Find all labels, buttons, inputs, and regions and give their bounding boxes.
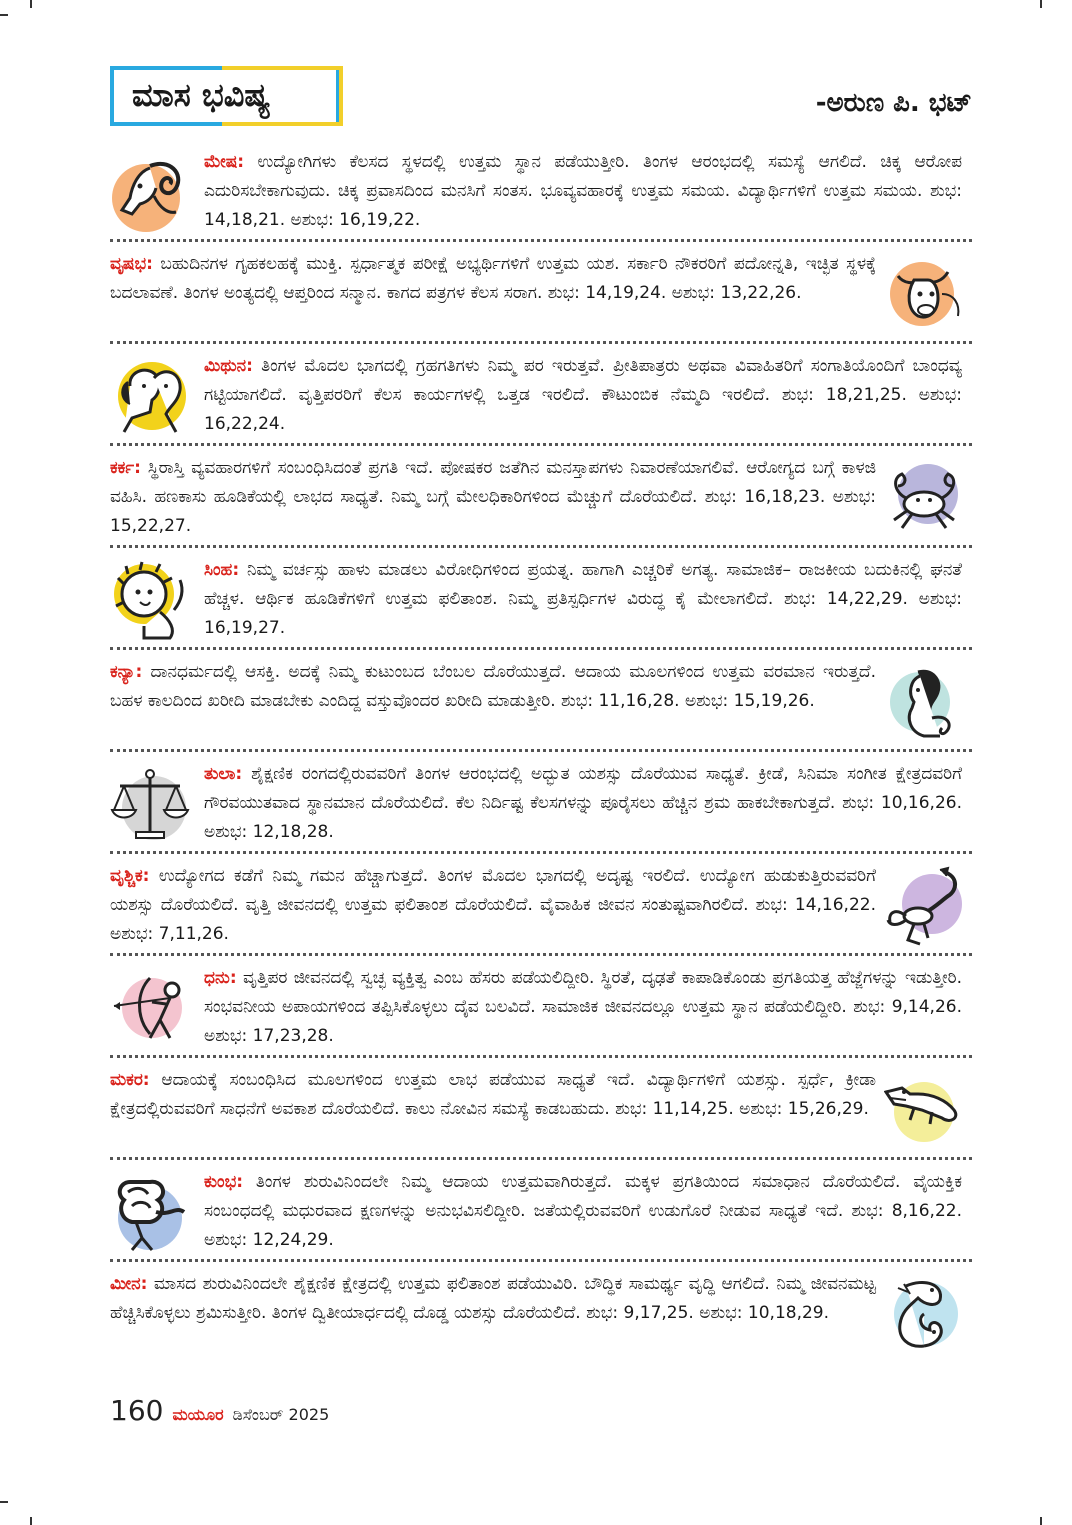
forecast-text: ಆದಾಯಕ್ಕೆ ಸಂಬಂಧಿಸಿದ ಮೂಲಗಳಿಂದ ಉತ್ತಮ ಲಾಭ ಪಡೆಯುವ ಸಾಧ್ಯತೆ ಇದೆ. ವಿದ್ಯಾರ್ಥಿಗಳಿಗೆ ಯಶಸ್ಸು. ಸ್ಪರ್ಧೆ, ಕ್ರೀಡಾ ಕ್ಷೇತ್ರದಲ್ಲಿರುವವರಿಗೆ ಸಾಧನೆಗೆ ಅವಕಾಶ ದೊರೆಯಲಿದೆ. ಕಾಲು ನೋವಿನ ಸಮಸ್ಯೆ ಕಾಡಬಹುದು. ಶುಭ: 11,14,25. ಅಶುಭ: 15,26,29. — [110, 1070, 876, 1119]
forecast-text: ಉದ್ಯೋಗಿಗಳು ಕೆಲಸದ ಸ್ಥಳದಲ್ಲಿ ಉತ್ತಮ ಸ್ಥಾನ ಪಡೆಯುತ್ತೀರಿ. ತಿಂಗಳ ಆರಂಭದಲ್ಲಿ ಸಮಸ್ಯೆ ಆಗಲಿದೆ. ಚಿಕ್ಕ ಆರೋಪ ಎದುರಿಸಬೇಕಾಗುವುದು. ಚಿಕ್ಕ ಪ್ರವಾಸದಿಂದ ಮನಸಿಗೆ ಸಂತಸ. ಭೂವ್ಯವಹಾರಕ್ಕೆ ಉತ್ತಮ ಸಮಯ. ವಿದ್ಯಾರ್ಥಿಗಳಿಗೆ ಉತ್ತಮ ಸಮಯ. ಶುಭ: 14,18,21. ಅಶುಭ: 16,19,22. — [204, 152, 962, 230]
horoscope-entry-mithuna — [110, 346, 972, 446]
entry-text — [110, 454, 876, 541]
horoscope-entry-mesha — [110, 142, 972, 242]
entry-text — [204, 556, 962, 643]
author-byline: -ಅರುಣ ಪಿ. ಭಟ್ — [815, 88, 972, 118]
aries-ram-icon — [110, 152, 192, 234]
pisces-fish-icon — [884, 1274, 966, 1356]
virgo-maiden-icon — [884, 662, 966, 744]
sign-name: ಮಕರ: — [110, 1070, 150, 1090]
sign-name: ಮೇಷ: — [204, 152, 245, 172]
forecast-text: ಬಹುದಿನಗಳ ಗೃಹಕಲಹಕ್ಕೆ ಮುಕ್ತಿ. ಸ್ಪರ್ಧಾತ್ಮಕ ಪರೀಕ್ಷೆ ಅಭ್ಯರ್ಥಿಗಳಿಗೆ ಉತ್ತಮ ಯಶ. ಸರ್ಕಾರಿ ನೌಕರರಿಗೆ ಪದೋನ್ನತಿ, ಇಚ್ಛಿತ ಸ್ಥಳಕ್ಕೆ ಬದಲಾವಣೆ. ತಿಂಗಳ ಅಂತ್ಯದಲ್ಲಿ ಆಪ್ತರಿಂದ ಸನ್ಮಾನ. ಕಾಗದ ಪತ್ರಗಳ ಕೆಲಸ ಸರಾಗ. ಶುಭ: 14,19,24. ಅಶುಭ: 13,22,26. — [110, 254, 876, 303]
sign-name: ಕನ್ಯಾ: — [110, 662, 143, 682]
forecast-text: ನಿಮ್ಮ ವರ್ಚಸ್ಸು ಹಾಳು ಮಾಡಲು ವಿರೋಧಿಗಳಿಂದ ಪ್ರಯತ್ನ. ಹಾಗಾಗಿ ಎಚ್ಚರಿಕೆ ಅಗತ್ಯ. ಸಾಮಾಜಿಕ– ರಾಜಕೀಯ ಬದುಕಿನಲ್ಲಿ ಘನತೆ ಹೆಚ್ಚಳ. ಆರ್ಥಿಕ ಹೂಡಿಕೆಗಳಿಗೆ ಉತ್ತಮ ಫಲಿತಾಂಶ. ನಿಮ್ಮ ಪ್ರತಿಸ್ಪರ್ಧಿಗಳ ವಿರುದ್ಧ ಕೈ ಮೇಲಾಗಲಿದೆ. ಶುಭ: 14,22,29. ಅಶುಭ: 16,19,27. — [204, 560, 962, 638]
sagittarius-archer-icon — [110, 968, 192, 1050]
entry-text — [204, 148, 962, 235]
entry-text — [204, 964, 962, 1051]
horoscope-entry-vrishchika — [110, 856, 972, 956]
horoscope-list — [110, 142, 972, 1366]
sign-name: ಮಿಥುನ: — [204, 356, 253, 376]
crop-mark — [0, 1501, 8, 1503]
page-title: ಮಾಸ ಭವಿಷ್ಯ — [132, 76, 271, 114]
forecast-text: ಉದ್ಯೋಗದ ಕಡೆಗೆ ನಿಮ್ಮ ಗಮನ ಹೆಚ್ಚಾಗುತ್ತದೆ. ತಿಂಗಳ ಮೊದಲ ಭಾಗದಲ್ಲಿ ಅದೃಷ್ಟ ಇರಲಿದೆ. ಉದ್ಯೋಗ ಹುಡುಕುತ್ತಿರುವವರಿಗೆ ಯಶಸ್ಸು ದೊರೆಯಲಿದೆ. ವೃತ್ತಿ ಜೀವನದಲ್ಲಿ ಉತ್ತಮ ಫಲಿತಾಂಶ ದೊರೆಯಲಿದೆ. ವೈವಾಹಿಕ ಜೀವನ ಸಂತುಷ್ಟವಾಗಿರಲಿದೆ. ಶುಭ: 14,16,22. ಅಶುಭ: 7,11,26. — [110, 866, 876, 944]
forecast-text: ದಾನಧರ್ಮದಲ್ಲಿ ಆಸಕ್ತಿ. ಅದಕ್ಕೆ ನಿಮ್ಮ ಕುಟುಂಬದ ಬೆಂಬಲ ದೊರೆಯುತ್ತದೆ. ಆದಾಯ ಮೂಲಗಳಿಂದ ಉತ್ತಮ ವರಮಾನ ಇರುತ್ತದೆ. ಬಹಳ ಕಾಲದಿಂದ ಖರೀದಿ ಮಾಡಬೇಕು ಎಂದಿದ್ದ ವಸ್ತುವೊಂದರ ಖರೀದಿ ಮಾಡುತ್ತೀರಿ. ಶುಭ: 11,16,28. ಅಶುಭ: 15,19,26. — [110, 662, 876, 711]
taurus-bull-icon — [884, 254, 966, 336]
sign-name: ಸಿಂಹ: — [204, 560, 240, 580]
entry-text — [204, 352, 962, 439]
page-header — [110, 66, 972, 130]
horoscope-entry-simha — [110, 550, 972, 650]
sign-name: ತುಲಾ: — [204, 764, 243, 784]
crop-mark — [30, 1517, 32, 1525]
page-number: 160 — [110, 1394, 164, 1427]
horoscope-entry-meena — [110, 1264, 972, 1364]
entry-text — [110, 1066, 876, 1124]
crop-mark — [1040, 1517, 1042, 1525]
sign-name: ಧನು: — [204, 968, 237, 988]
entry-text — [110, 658, 876, 716]
horoscope-entry-kanya — [110, 652, 972, 752]
cancer-crab-icon — [884, 458, 966, 540]
magazine-logo: ಮಯೂರ — [172, 1405, 224, 1424]
scorpio-scorpion-icon — [884, 866, 966, 948]
sign-name: ವೃಷಭ: — [110, 254, 153, 274]
sign-name: ವೃಶ್ಚಿಕ: — [110, 866, 150, 886]
page-footer — [110, 1394, 329, 1427]
crop-mark — [0, 14, 8, 16]
horoscope-entry-vrishabha — [110, 244, 972, 344]
forecast-text: ಮಾಸದ ಶುರುವಿನಿಂದಲೇ ಶೈಕ್ಷಣಿಕ ಕ್ಷೇತ್ರದಲ್ಲಿ ಉತ್ತಮ ಫಲಿತಾಂಶ ಪಡೆಯುವಿರಿ. ಬೌದ್ಧಿಕ ಸಾಮರ್ಥ್ಯ ವೃದ್ಧಿ ಆಗಲಿದೆ. ನಿಮ್ಮ ಜೀವನಮಟ್ಟ ಹೆಚ್ಚಿಸಿಕೊಳ್ಳಲು ಶ್ರಮಿಸುತ್ತೀರಿ. ತಿಂಗಳ ದ್ವಿತೀಯಾರ್ಧದಲ್ಲಿ ದೊಡ್ಡ ಯಶಸ್ಸು ದೊರೆಯಲಿದೆ. ಶುಭ: 9,17,25. ಅಶುಭ: 10,18,29. — [110, 1274, 876, 1323]
entry-text — [204, 760, 962, 847]
entry-text — [204, 1168, 962, 1255]
entry-text — [110, 862, 876, 949]
forecast-text: ತಿಂಗಳ ಶುರುವಿನಿಂದಲೇ ನಿಮ್ಮ ಆದಾಯ ಉತ್ತಮವಾಗಿರುತ್ತದೆ. ಮಕ್ಕಳ ಪ್ರಗತಿಯಿಂದ ಸಮಾಧಾನ ದೊರೆಯಲಿದೆ. ವೈಯಕ್ತಿಕ ಸಂಬಂಧದಲ್ಲಿ ಮಧುರವಾದ ಕ್ಷಣಗಳನ್ನು ಅನುಭವಿಸಲಿದ್ದೀರಿ. ಜತೆಯಲ್ಲಿರುವವರಿಗೆ ಉಡುಗೊರೆ ನೀಡುವ ಸಾಧ್ಯತೆ ಇದೆ. ಶುಭ: 8,16,22. ಅಶುಭ: 12,24,29. — [204, 1172, 962, 1250]
capricorn-crocodile-icon — [884, 1070, 966, 1152]
sign-name: ಕರ್ಕ: — [110, 458, 141, 478]
sign-name: ಕುಂಭ: — [204, 1172, 243, 1192]
forecast-text: ಶೈಕ್ಷಣಿಕ ರಂಗದಲ್ಲಿರುವವರಿಗೆ ತಿಂಗಳ ಆರಂಭದಲ್ಲಿ ಅದ್ಭುತ ಯಶಸ್ಸು ದೊರೆಯುವ ಸಾಧ್ಯತೆ. ಕ್ರೀಡೆ, ಸಿನಿಮಾ ಸಂಗೀತ ಕ್ಷೇತ್ರದವರಿಗೆ ಗೌರವಯುತವಾದ ಸ್ಥಾನಮಾನ ದೊರೆಯಲಿದೆ. ಕೆಲ ನಿರ್ದಿಷ್ಟ ಕೆಲಸಗಳನ್ನು ಪೂರೈಸಲು ಹೆಚ್ಚಿನ ಶ್ರಮ ಹಾಕಬೇಕಾಗುತ್ತದೆ. ಶುಭ: 10,16,26. ಅಶುಭ: 12,18,28. — [204, 764, 962, 842]
forecast-text: ತಿಂಗಳ ಮೊದಲ ಭಾಗದಲ್ಲಿ ಗ್ರಹಗತಿಗಳು ನಿಮ್ಮ ಪರ ಇರುತ್ತವೆ. ಪ್ರೀತಿಪಾತ್ರರು ಅಥವಾ ವಿವಾಹಿತರಿಗೆ ಸಂಗಾತಿಯೊಂದಿಗೆ ಬಾಂಧವ್ಯ ಗಟ್ಟಿಯಾಗಲಿದೆ. ವೃತ್ತಿಪರರಿಗೆ ಕೆಲಸ ಕಾರ್ಯಗಳಲ್ಲಿ ಒತ್ತಡ ಇರಲಿದೆ. ಕೌಟುಂಬಿಕ ನೆಮ್ಮದಿ ಇರಲಿದೆ. ಶುಭ: 18,21,25. ಅಶುಭ: 16,22,24. — [204, 356, 962, 434]
issue-date: ಡಿಸೆಂಬರ್ 2025 — [232, 1405, 330, 1424]
leo-lion-icon — [110, 560, 192, 642]
horoscope-entry-makara — [110, 1060, 972, 1160]
forecast-text: ಸ್ಥಿರಾಸ್ತಿ ವ್ಯವಹಾರಗಳಿಗೆ ಸಂಬಂಧಿಸಿದಂತೆ ಪ್ರಗತಿ ಇದೆ. ಪೋಷಕರ ಜತೆಗಿನ ಮನಸ್ತಾಪಗಳು ನಿವಾರಣೆಯಾಗಲಿವೆ. ಆರೋಗ್ಯದ ಬಗ್ಗೆ ಕಾಳಜಿ ವಹಿಸಿ. ಹಣಕಾಸು ಹೂಡಿಕೆಯಲ್ಲಿ ಲಾಭದ ಸಾಧ್ಯತೆ. ನಿಮ್ಮ ಬಗ್ಗೆ ಮೇಲಧಿಕಾರಿಗಳಿಂದ ಮೆಚ್ಚುಗೆ ದೊರೆಯಲಿದೆ. ಶುಭ: 16,18,23. ಅಶುಭ: 15,22,27. — [110, 458, 876, 536]
horoscope-entry-karka — [110, 448, 972, 548]
sign-name: ಮೀನ: — [110, 1274, 148, 1294]
libra-scales-icon — [110, 764, 192, 846]
horoscope-entry-dhanu — [110, 958, 972, 1058]
gemini-twins-icon — [110, 356, 192, 438]
aquarius-pot-icon — [110, 1172, 192, 1254]
horoscope-entry-kumbha — [110, 1162, 972, 1262]
forecast-text: ವೃತ್ತಿಪರ ಜೀವನದಲ್ಲಿ ಸ್ವಚ್ಛ ವ್ಯಕ್ತಿತ್ವ ಎಂಬ ಹೆಸರು ಪಡೆಯಲಿದ್ದೀರಿ. ಸ್ಥಿರತೆ, ದೃಢತೆ ಕಾಪಾಡಿಕೊಂಡು ಪ್ರಗತಿಯತ್ತ ಹೆಜ್ಜೆಗಳನ್ನು ಇಡುತ್ತೀರಿ. ಸಂಭವನೀಯ ಅಪಾಯಗಳಿಂದ ತಪ್ಪಿಸಿಕೊಳ್ಳಲು ದೈವ ಬಲವಿದೆ. ಸಾಮಾಜಿಕ ಜೀವನದಲ್ಲೂ ಉತ್ತಮ ಸ್ಥಾನ ಪಡೆಯಲಿದ್ದೀರಿ. ಶುಭ: 9,14,26. ಅಶುಭ: 17,23,28. — [204, 968, 962, 1046]
entry-text — [110, 250, 876, 308]
entry-text — [110, 1270, 876, 1328]
horoscope-entry-tula — [110, 754, 972, 854]
crop-mark — [30, 0, 32, 8]
crop-mark — [1040, 0, 1042, 8]
